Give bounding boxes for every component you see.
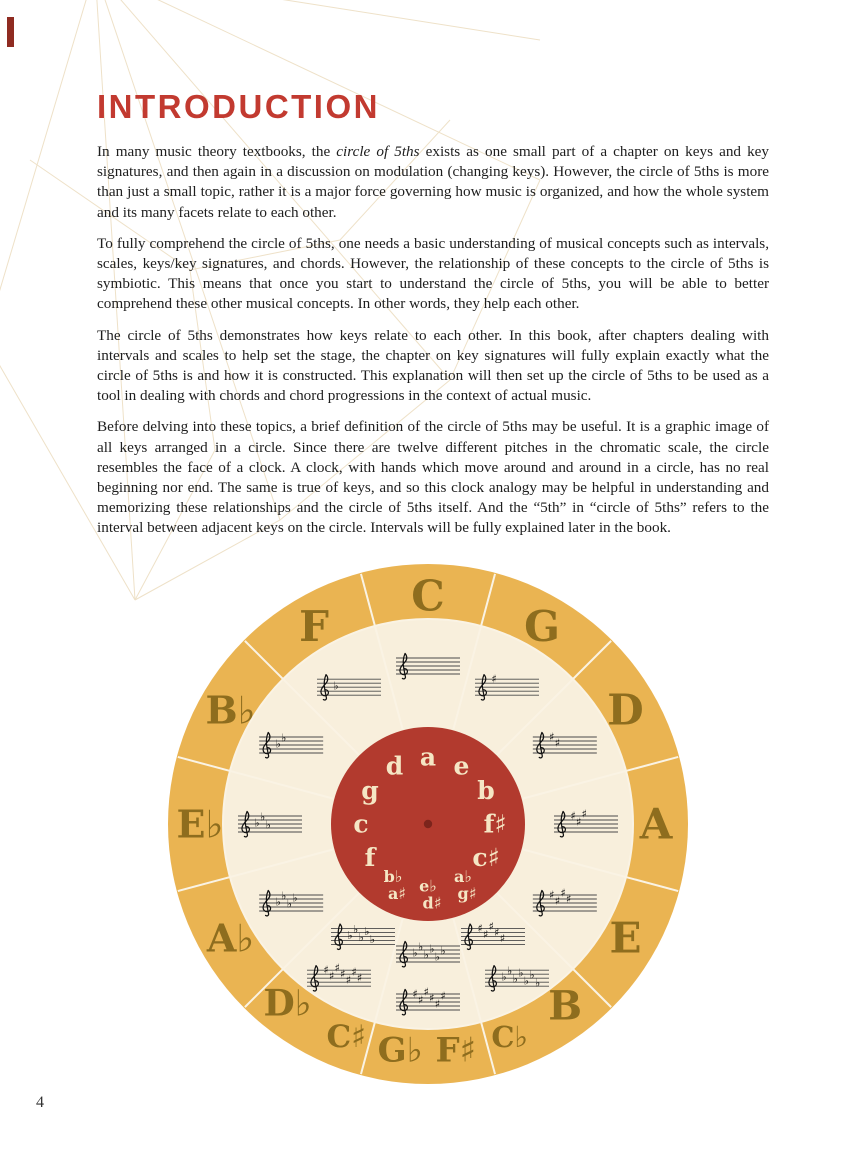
minor-key-label: a♭	[454, 867, 472, 887]
accidental-glyph: ♭	[423, 948, 429, 962]
accidental-glyph: ♯	[340, 967, 346, 981]
minor-key-label: b	[477, 776, 495, 805]
accidental-glyph: ♭	[529, 968, 535, 982]
major-key-label: D♭	[263, 982, 312, 1025]
circle-of-fifths-svg	[163, 559, 693, 1089]
major-key-label: B♭	[205, 687, 256, 733]
accidental-glyph: ♭	[286, 897, 292, 911]
minor-key-label: g♯	[457, 884, 477, 904]
accidental-glyph: ♭	[358, 931, 364, 945]
major-key-label: C	[411, 571, 445, 621]
accidental-glyph: ♭	[254, 816, 260, 830]
accidental-glyph: ♯	[554, 736, 561, 750]
accidental-glyph: ♯	[560, 886, 566, 900]
accidental-glyph: ♯	[488, 920, 494, 934]
major-key-label: A	[639, 799, 673, 849]
accidental-glyph: ♯	[570, 809, 576, 823]
accidental-glyph: ♯	[549, 730, 555, 744]
accidental-glyph: ♭	[275, 737, 281, 751]
minor-key-label: b♭	[383, 867, 403, 887]
accidental-glyph: ♯	[549, 888, 555, 902]
accidental-glyph: ♯	[351, 965, 357, 979]
minor-key-label: c	[353, 809, 369, 839]
accidental-glyph: ♯	[417, 993, 424, 1007]
accidental-glyph: ♭	[259, 810, 266, 824]
intro-section	[97, 88, 769, 550]
accidental-glyph: ♭	[412, 946, 418, 960]
minor-key-label: d	[385, 751, 404, 781]
accidental-glyph: ♭	[292, 891, 298, 905]
accidental-glyph: ♭	[347, 929, 353, 943]
minor-key-label: f	[364, 843, 376, 872]
major-key-label: E	[609, 913, 642, 963]
accidental-glyph: ♭	[333, 679, 339, 693]
minor-key-label: d♯	[422, 893, 442, 913]
minor-key-label: e	[453, 751, 470, 781]
accidental-glyph: ♯	[423, 985, 429, 999]
accidental-glyph: ♯	[499, 932, 506, 946]
accidental-glyph: ♯	[429, 991, 435, 1005]
page-number: 4	[36, 1094, 44, 1111]
minor-key-label: f♯	[483, 809, 507, 839]
paragraph-1	[97, 142, 769, 223]
paragraph-1-rest: exists as one small part of a chapter on keys and key signatures, and then again in a discussion on modulation (changing keys). However, the circle of 5ths is more than just a small topic, rather it is a major force governing how music is organized, and how the whole system and its many facets relate to each other.	[97, 143, 770, 221]
major-key-label: C♯	[326, 1018, 367, 1055]
center-pivot-dot	[424, 820, 432, 828]
major-key-label: B	[548, 982, 583, 1030]
accidental-glyph: ♭	[352, 923, 359, 937]
accidental-glyph: ♯	[412, 987, 418, 1001]
accidental-glyph: ♯	[477, 922, 483, 936]
accidental-glyph: ♭	[429, 942, 435, 956]
accidental-glyph: ♯	[554, 894, 561, 908]
accidental-glyph: ♭	[523, 974, 530, 988]
accidental-glyph: ♭	[434, 950, 441, 964]
major-key-label: G♭	[377, 1030, 423, 1071]
accidental-glyph: ♭	[518, 966, 524, 980]
accidental-glyph: ♭	[275, 895, 281, 909]
major-key-label: F	[299, 602, 329, 652]
major-key-label: F♯	[435, 1030, 477, 1071]
accidental-glyph: ♯	[494, 926, 500, 940]
paragraph-3: The circle of 5ths demonstrates how keys relate to each other. In this book, after chapters dealing with intervals and scales to help set the stage, the chapter on key signatures will fully explain exactly what the circle of 5ths is and how it is constructed. This explanation will then set up the circle of 5ths to be used as a tool in dealing with chords and chord progressions in the context of actual music.	[97, 326, 769, 405]
major-key-label: C♭	[491, 1019, 529, 1054]
accidental-glyph: ♭	[364, 925, 370, 939]
accidental-glyph: ♯	[575, 815, 582, 829]
accidental-glyph: ♯	[334, 961, 340, 975]
page-corner-mark	[7, 17, 14, 47]
intro-body-text	[97, 142, 769, 539]
accidental-glyph: ♭	[265, 818, 271, 832]
accidental-glyph: ♯	[581, 807, 587, 821]
major-key-label: G	[524, 602, 560, 652]
paragraph-1-italic-term: circle of 5ths	[336, 143, 420, 160]
accidental-glyph: ♭	[369, 933, 376, 947]
minor-key-label: g	[361, 776, 379, 805]
minor-key-label: a	[419, 742, 437, 772]
accidental-glyph: ♯	[356, 971, 363, 985]
accidental-glyph: ♯	[440, 989, 446, 1003]
minor-key-label: a♯	[387, 884, 407, 904]
accidental-glyph: ♯	[482, 928, 489, 942]
accidental-glyph: ♭	[281, 889, 287, 903]
minor-key-label: e♭	[419, 876, 437, 896]
page-title: INTRODUCTION	[97, 88, 380, 125]
accidental-glyph: ♭	[512, 972, 518, 986]
accidental-glyph: ♭	[417, 940, 424, 954]
accidental-glyph: ♯	[323, 963, 329, 977]
accidental-glyph: ♭	[534, 976, 541, 990]
accidental-glyph: ♯	[565, 892, 572, 906]
accidental-glyph: ♭	[501, 970, 507, 984]
accidental-glyph: ♯	[434, 997, 441, 1011]
major-key-label: D	[607, 685, 644, 735]
accidental-glyph: ♭	[440, 944, 446, 958]
paragraph-2: To fully comprehend the circle of 5ths, one needs a basic understanding of musical concepts such as intervals, scales, keys/key signatures, and chords. However, the relationship of these concepts to the circle of 5ths is symbiotic. This means that once you start to understand the circle of 5ths, you will be able to better comprehend these other musical concepts. In other words, they help each other.	[97, 234, 769, 313]
accidental-glyph: ♭	[506, 964, 513, 978]
minor-key-label: c♯	[472, 843, 500, 872]
major-key-label: A♭	[206, 915, 255, 961]
circle-of-fifths-diagram	[163, 559, 693, 1089]
major-key-label: E♭	[176, 801, 224, 847]
paragraph-4: Before delving into these topics, a brief definition of the circle of 5ths may be useful. It is a graphic image of all keys arranged in a circle. Since there are twelve different pitches in the chromatic scale, the circle resembles the face of a clock. A clock, with hands which move around and around in a circle, has no real beginning nor end. The same is true of keys, and so this clock analogy may be helpful in understanding and memorizing these relationships and the circle of 5ths itself. And the “5th” in “circle of 5ths” refers to the interval between adjacent keys on the circle. Intervals will be fully explained later in the book.	[97, 418, 769, 537]
accidental-glyph: ♭	[281, 731, 287, 745]
paragraph-1-lead: In many music theory textbooks, the	[97, 143, 337, 160]
accidental-glyph: ♯	[345, 973, 352, 987]
accidental-glyph: ♯	[491, 672, 497, 686]
accidental-glyph: ♯	[328, 969, 335, 983]
